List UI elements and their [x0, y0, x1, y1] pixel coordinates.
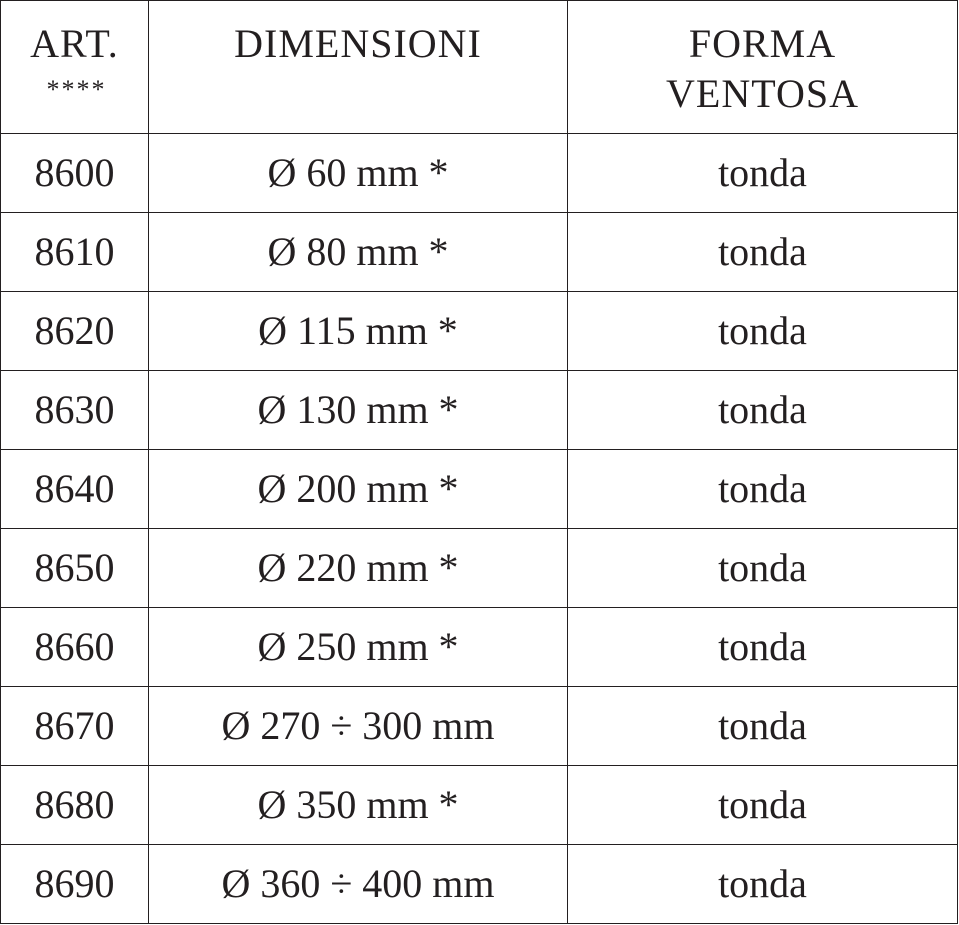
art-cell: 8670 [1, 687, 149, 766]
dimensioni-cell: Ø 130 mm * [149, 371, 568, 450]
art-cell: 8640 [1, 450, 149, 529]
art-cell: 8650 [1, 529, 149, 608]
header-art-label: ART. [30, 21, 119, 66]
forma-cell: tonda [568, 371, 958, 450]
table-row [1, 687, 958, 766]
art-cell: 8600 [1, 134, 149, 213]
dimensioni-cell: Ø 60 mm * [149, 134, 568, 213]
forma-cell: tonda [568, 766, 958, 845]
table-row [1, 213, 958, 292]
forma-cell: tonda [568, 687, 958, 766]
forma-cell: tonda [568, 213, 958, 292]
dimensioni-cell: Ø 360 ÷ 400 mm [149, 845, 568, 924]
table-row [1, 529, 958, 608]
art-cell: 8630 [1, 371, 149, 450]
dimensioni-cell: Ø 350 mm * [149, 766, 568, 845]
art-cell: 8620 [1, 292, 149, 371]
table-row [1, 766, 958, 845]
forma-cell: tonda [568, 450, 958, 529]
art-cell: 8660 [1, 608, 149, 687]
table-row [1, 845, 958, 924]
table-row [1, 608, 958, 687]
dimensioni-cell: Ø 270 ÷ 300 mm [149, 687, 568, 766]
forma-cell: tonda [568, 529, 958, 608]
art-cell: 8610 [1, 213, 149, 292]
header-art [1, 1, 149, 134]
header-art-stars: **** [46, 75, 107, 104]
art-cell: 8690 [1, 845, 149, 924]
table-row [1, 292, 958, 371]
header-row [1, 1, 958, 134]
header-forma-line2: VENTOSA [666, 71, 859, 116]
forma-cell: tonda [568, 134, 958, 213]
dimensioni-cell: Ø 80 mm * [149, 213, 568, 292]
forma-cell: tonda [568, 608, 958, 687]
header-forma-line1: FORMA [688, 21, 837, 66]
table-row [1, 371, 958, 450]
table-row [1, 450, 958, 529]
header-forma [568, 1, 958, 134]
header-dimensioni [149, 1, 568, 134]
forma-cell: tonda [568, 292, 958, 371]
dimensioni-cell: Ø 115 mm * [149, 292, 568, 371]
forma-cell: tonda [568, 845, 958, 924]
dimensioni-cell: Ø 220 mm * [149, 529, 568, 608]
art-cell: 8680 [1, 766, 149, 845]
table-row [1, 134, 958, 213]
dimensioni-cell: Ø 250 mm * [149, 608, 568, 687]
dimensioni-cell: Ø 200 mm * [149, 450, 568, 529]
header-dimensioni-label: DIMENSIONI [234, 21, 482, 66]
